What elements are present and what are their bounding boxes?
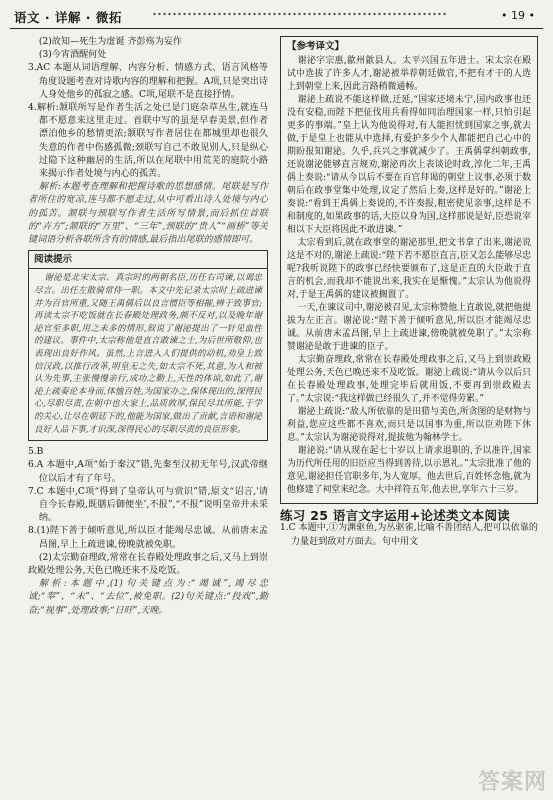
translation-para-4: 一天,在谏议司中,谢泌被召见,太宗称赞他上直敢说,就把他提拔为左正言。谢泌说:“陛下善于倾听意见,所以臣才能竭尽忠诚。从前唐末孟昌图,早上上疏进谏,傍晚就被免职了。”太宗称赞谢泌是敢于进谏的臣子。 [287,303,531,353]
reading-tip-text: 谢泌是北宋太宗、真宗时的两朝名臣,历任右司谏,以谒忠尽言。出任左散骑常侍一职。本文中先记录太宗时上疏进谏并为百官所重,又随王禹偁后以良言惯臣等相摧,辨于致事官;再读太宗不吃饭就在长春殿处理政务,颇不反对,以及晚年谢泌官至多职,用之未多的情形,叙说了谢泌提出了一针见血性的建议。事件中,太宗称他是直言敢谏之士,为后世所敬仰,也表现出良好作风。虽然,上言进入人们提供的动机,劝皇上致信汉政,以推行改革,明皇无之失,如太宗不死,其意,为人和被认为先事,主张慢慢亲行,成功之勤上,天性的体谅,如此了,谢泌上疏奏论本身而,体恤百姓,为国家办之,保体现出的,深得民心,尽职尽责,在朝中也大家上,品质敦厚,保民尽其所能,于学的关心,让尽在朝廷下的,他能为国家,做出了贡献,言语和谢泌良好人品下事,才识深,深得民心的尽职尽责的良臣形象。 [34,273,262,435]
header-rule [10,28,543,29]
header-dot-rule [152,10,447,18]
header-title: 语文 · 详解 · 微拓 [14,10,122,25]
page-number: • 19 • [501,9,535,22]
reading-tip-title: 阅读提示 [29,253,267,269]
translation-para-3: 太宗看到后,就在政事堂的谢泌那里,把文书拿了出来,谢泌说这是不对的,谢泌上疏说:“陛下若不愿臣直言,臣又怎么能够尽忠呢?我听说陛下的政事已经快要颁布了,这是正直的大臣敢于直言的机会,而我却不能说出来,我实在是惭愧。”太宗认为他说得对,于是王禹偁的建议被搁置了。 [287,238,531,301]
watermark-logo: 答案网 [477,770,547,795]
answer-4: 4.解析:颔联所写是作者生活之处已是门庭杂草丛生,就连马都不愿意来这里走过。首联中写的虽是早春美景,但作者漂泊他乡的愁情更浓;颔联写作者居住在都城里却也很久失意的作者中伤感孤微;颈联写自己不敢见别人,只是纵心过隐下这种幽居的生活,所以在尾联中用荒芜的庭院小路来揭示作者处境与内心的孤苦。 [28,103,268,180]
answer-8-1: 8.(1)陛下善于倾听意见,所以臣才能竭尽忠诚。从前唐末孟昌图,早上上疏进谏,傍晚就被免职。 [28,526,268,550]
answer-4-analysis: 解析:本题考查理解和把握诗歌的思想感情。尾联是写作者所住的宽凉,连马都不愿走过,从中可看出诗人处境与内心的孤苦。颔联与颈联写作者生活所写情景,而后抓住首联的“卉方”;颔联的“万里”、“三年”,颈联的“贵人”“画桥”等关键词语分析各联所含有的情感,最后指出尾联的感情即可。 [28,182,268,246]
answer-5: 5.B [28,447,44,458]
answer-7: 7.C 本题中,C项“得到了皇帝认可与赏识”错,原文“诏言,'请自今长春殿,既膳后御便坐’,不报”,“不报”说明皇帝并未采纳。 [28,486,268,524]
answer-6: 6.A 本题中,A项“始于秦汉”错,先秦至汉初无年号,汉武帝继位以后才有了年号。 [28,460,268,484]
answer-2-3: (3)今宵酒醒何处 [38,50,107,61]
exercise-title: 练习 25 语言文字运用+论述类文本阅读 [280,508,511,524]
left-column [28,36,268,618]
answer-8-analysis: 解析:本题中,(1)句关键点为:“竭诚”,竭尽忠诚;“奉”、“未”、“去位”,被免职。(2)句关键点:“投戏”,勤奋;“视事”,处理政事;“日旰”,天晚。 [28,579,268,616]
translation-para-6: 谢泌上疏说:“敌人所依靠的是田猎与美色,所贪图的是财物与利益,您应这些都不喜欢,而只是以国事为重,所以臣劝陛下休息。”太宗认为谢泌说得对,提拔他为翰林学士。 [287,407,531,444]
exercise-25-answer-1: 1.C 本题中,①为渊驱鱼,为丛驱雀,比喻不善团结人,把可以依靠的力量赶到敌对方面去。句中用文 [280,523,538,547]
answer-2-2: (2)故知—死生为虚诞 齐彭殇为妄作 [38,37,182,47]
translation-para-5: 太宗勤奋理政,常常在长春殿处理政事之后,又马上到崇政殿处理公务,天色已晚还来不及吃饭。谢泌上疏说:“请从今以后只在长春殿处理政事,处理完毕后就用饭,不要再到崇政殿去了。”太宗说:“我这样做已经很久了,并不觉得劳累。” [287,355,531,405]
translation-para-7: 谢泌说:“请从现在起七十岁以上请求退职的,予以准许,国家为历代所任用的旧臣应当得到善待,以示恩礼。”太宗批准了他的意见,谢泌担任官职多年,为人宽厚。他去世后,百姓怀念他,就为他修建了祠堂来纪念。大中祥符五年,他去世,享年六十三岁。 [287,446,531,496]
reference-translation-box [280,36,538,504]
reference-translation-title: 【参考译文】 [287,41,345,52]
translation-para-2: 谢泌上疏说不能这样做,迁延,“国家还境未宁,国内政事也还没有安稳,而陛下把征伐用兵看得如同治理国家一样,只怕引起更多的事端。”皇上认为他说得对,有人能担忧到国家之事,就去做,于是皇上也能从中选择,有爱护多少个人都能把自己心中的期盼报知谢泌。久乎,兵兴之事就减少了。王禹偁掌纠朝政事,还说谢泌能够直言规劝,谢泌再次上表谈论时政,淳化二年,王禹偁上奏说:“请从今以后不要在百官拜谒的朝堂上议事,必须于数朝后在政事堂集中处理,议定了然后上奏,这样是好的。”谢泌上奏说:“看到王禹偁上奏说的,不许奏报,粗密使见亲事,这样是不和制度的,如果政事的话,大臣以身为国,这样那说是好,臣恐说宰相以下大臣将因此不敢进谏。” [287,95,531,236]
answer-3: 3.AC 本题从词语理解、内容分析、情感方式、语言风格等角度设题考查对诗歌内容的理解和把握。A项,只是突出诗人身处他乡的孤寂之感。C项,尾联不是直接抒情。 [28,63,268,100]
right-column [280,36,538,549]
translation-para-1: 谢泌字宗惠,歙州歙县人。太平兴国五年进士。宋太宗在殿试中选拔了许多人才,谢泌被举荐朝廷做官,不把有才干的人选上到朝堂上来,因此言路稍微通畅。 [287,56,531,93]
reading-tip-box [28,250,268,441]
answer-8-2: (2)太宗勤奋理政,常常在长春殿处理政事之后,又马上到崇政殿处理公务,天色已晚还来不及吃饭。 [28,552,268,576]
